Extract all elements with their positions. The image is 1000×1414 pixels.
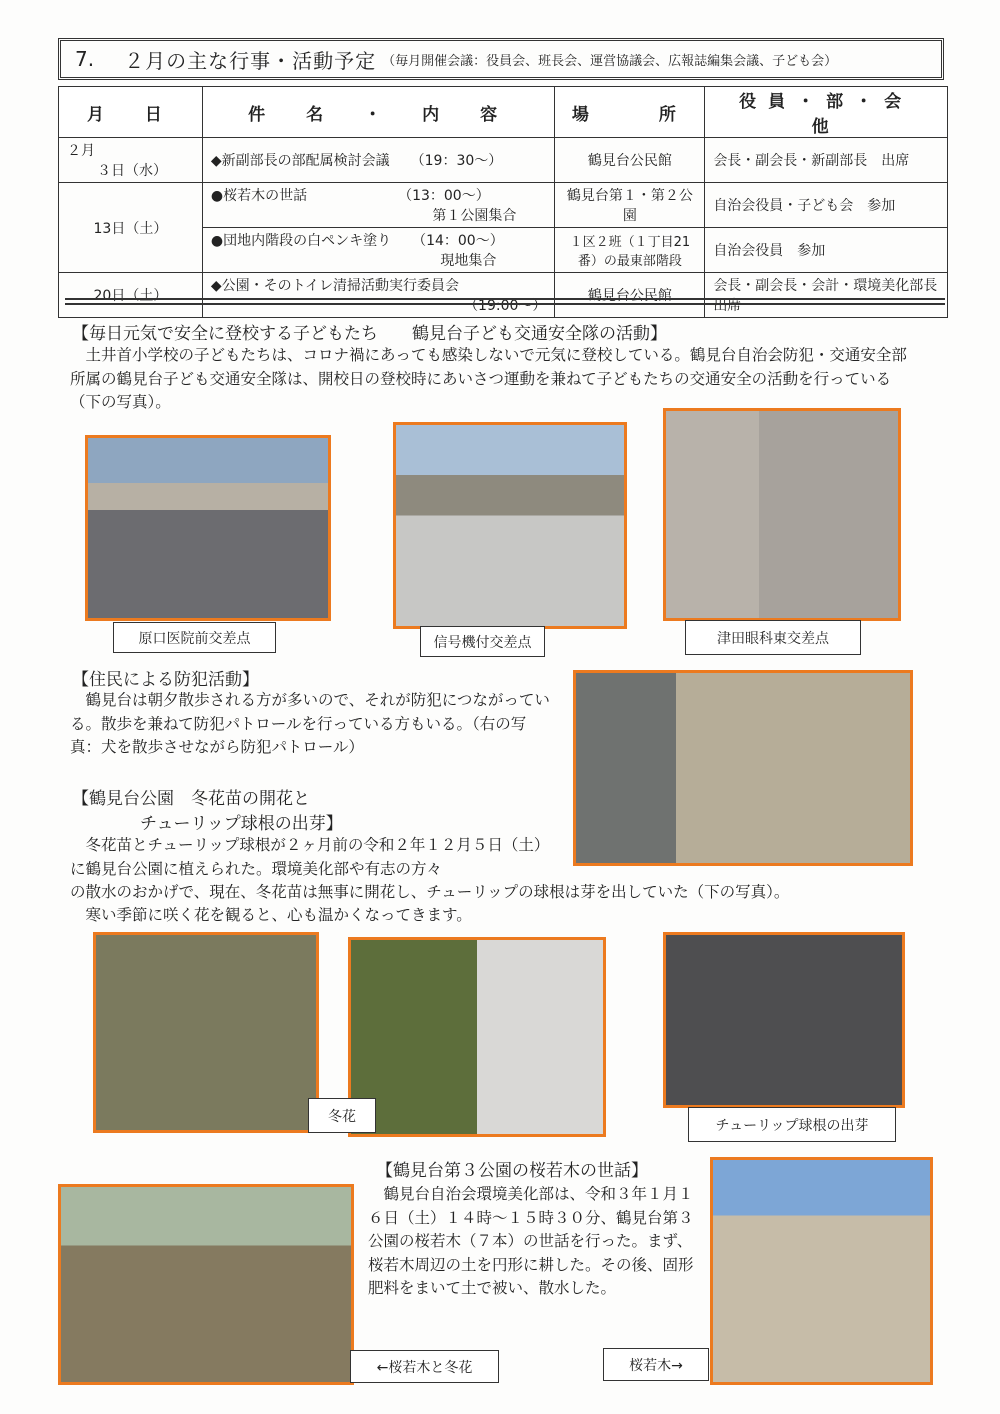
body-park-3: 寒い季節に咲く花を観ると、心も温かくなってきます。 bbox=[70, 906, 472, 924]
body-park: 冬花苗とチューリップ球根が２ヶ月前の令和２年１２月５日（土）に鶴見台公園に植えられた。環境美化部や有志の方々 bbox=[70, 836, 550, 878]
table-row bbox=[59, 138, 948, 183]
caption: チューリップ球根の出芽 bbox=[688, 1107, 896, 1142]
caption: ←桜若木と冬花 bbox=[350, 1350, 499, 1383]
item-cell bbox=[202, 273, 555, 318]
item-note: （19:00～） bbox=[464, 298, 547, 314]
item-title: ●団地内階段の白ペンキ塗り （14：00～） bbox=[210, 233, 504, 249]
section-number: 7. bbox=[75, 47, 95, 71]
photo-cherry-tree bbox=[710, 1157, 933, 1385]
who-cell: 自治会役員 参加 bbox=[705, 228, 948, 273]
heading-park: 【鶴見台公園 冬花苗の開花と bbox=[72, 789, 310, 809]
section-title-main: ２月の主な行事・活動予定 bbox=[124, 48, 377, 73]
heading-park-2: チューリップ球根の出芽】 bbox=[140, 814, 343, 834]
item-title: ◆公園・そのトイレ清掃活動実行委員会 bbox=[210, 278, 459, 294]
month: ２月 bbox=[67, 143, 95, 159]
place-cell: 鶴見台第１・第２公園 bbox=[555, 183, 705, 228]
photo-crossing-3 bbox=[663, 408, 901, 621]
schedule-table bbox=[58, 86, 952, 318]
date-cell: 20日（土） bbox=[59, 273, 203, 318]
body-safety-team: 土井首小学校の子どもたちは、コロナ禍にあっても感染しないで元気に登校している。鶴見台自治会防犯・交通安全部所属の鶴見台子ども交通安全隊は、開校日の登校時にあいさつ運動を兼ねて子どもたちの交通安全の活動を行っている（下の写真）。 bbox=[70, 346, 907, 411]
body-park-2: の散水のおかげで、現在、冬花苗は無事に開花し、チューリップの球根は芽を出していた（下の写真）。 bbox=[70, 883, 790, 901]
who-cell: 自治会役員・子ども会 参加 bbox=[705, 183, 948, 228]
table-row bbox=[59, 273, 948, 318]
item-cell bbox=[202, 228, 555, 273]
caption: 冬花 bbox=[308, 1098, 376, 1133]
caption: 桜若木→ bbox=[603, 1348, 709, 1381]
table-header bbox=[59, 87, 948, 138]
item-note: 第１公園集合 bbox=[432, 208, 517, 224]
place-cell: 鶴見台公民館 bbox=[555, 273, 705, 318]
caption: 原口医院前交差点 bbox=[113, 622, 276, 653]
who-cell: 会長・副会長・会計・環境美化部長 出席 bbox=[705, 273, 948, 318]
date-cell: 13日（土） bbox=[59, 183, 203, 273]
divider bbox=[65, 303, 945, 305]
section-title bbox=[58, 38, 944, 80]
body-cherry: 鶴見台自治会環境美化部は、令和３年１月１６日（土）１４時～１５時３０分、鶴見台第３公園の桜若木（７本）の世話を行った。まず、桜若木周辺の土を円形に耕した。その後、固形肥料をまいて土で被い、散水した。 bbox=[368, 1185, 694, 1297]
day: ３日（水） bbox=[97, 163, 167, 179]
photo-winter-flowers-1 bbox=[93, 932, 319, 1133]
divider bbox=[65, 298, 945, 300]
photo-winter-flowers-2 bbox=[348, 937, 606, 1137]
caption: 津田眼科東交差点 bbox=[685, 620, 861, 655]
caption: 信号機付交差点 bbox=[420, 626, 545, 657]
table-row bbox=[59, 183, 948, 228]
place-cell: 鶴見台公民館 bbox=[555, 138, 705, 183]
item-note: 現地集合 bbox=[440, 253, 497, 269]
item-cell: ◆新副部長の部配属検討会議 （19：30～） bbox=[202, 138, 555, 183]
heading-safety-team: 【毎日元気で安全に登校する子どもたち 鶴見台子ども交通安全隊の活動】 bbox=[72, 324, 667, 344]
body-patrol: 鶴見台は朝夕散歩される方が多いので、それが防犯につながっている。散歩を兼ねて防犯パトロールを行っている方もいる。（右の写真：犬を散歩させながら防犯パトロール） bbox=[70, 691, 550, 756]
item-title: ●桜若木の世話 （13：00～） bbox=[210, 188, 490, 204]
header-place: 場 所 bbox=[555, 87, 705, 138]
photo-crossing-1 bbox=[85, 435, 331, 621]
heading-patrol: 【住民による防犯活動】 bbox=[72, 670, 259, 690]
header-who: 役員・部・会 他 bbox=[705, 87, 948, 138]
place-cell: １区２班（１丁目21番）の最東部階段 bbox=[555, 228, 705, 273]
photo-crossing-2 bbox=[393, 422, 627, 629]
section-title-sub: （毎月開催会議：役員会、班長会、運営協議会、広報誌編集会議、子ども会） bbox=[382, 53, 838, 69]
date-cell bbox=[59, 138, 203, 183]
photo-patrol bbox=[573, 670, 913, 866]
header-date: 月 日 bbox=[59, 87, 203, 138]
photo-cherry-and-flowers bbox=[58, 1184, 354, 1385]
photo-tulip-sprouts bbox=[663, 932, 905, 1108]
who-cell: 会長・副会長・新副部長 出席 bbox=[705, 138, 948, 183]
heading-cherry: 【鶴見台第３公園の桜若木の世話】 bbox=[376, 1161, 648, 1181]
header-item: 件 名 ・ 内 容 bbox=[202, 87, 555, 138]
item-cell bbox=[202, 183, 555, 228]
